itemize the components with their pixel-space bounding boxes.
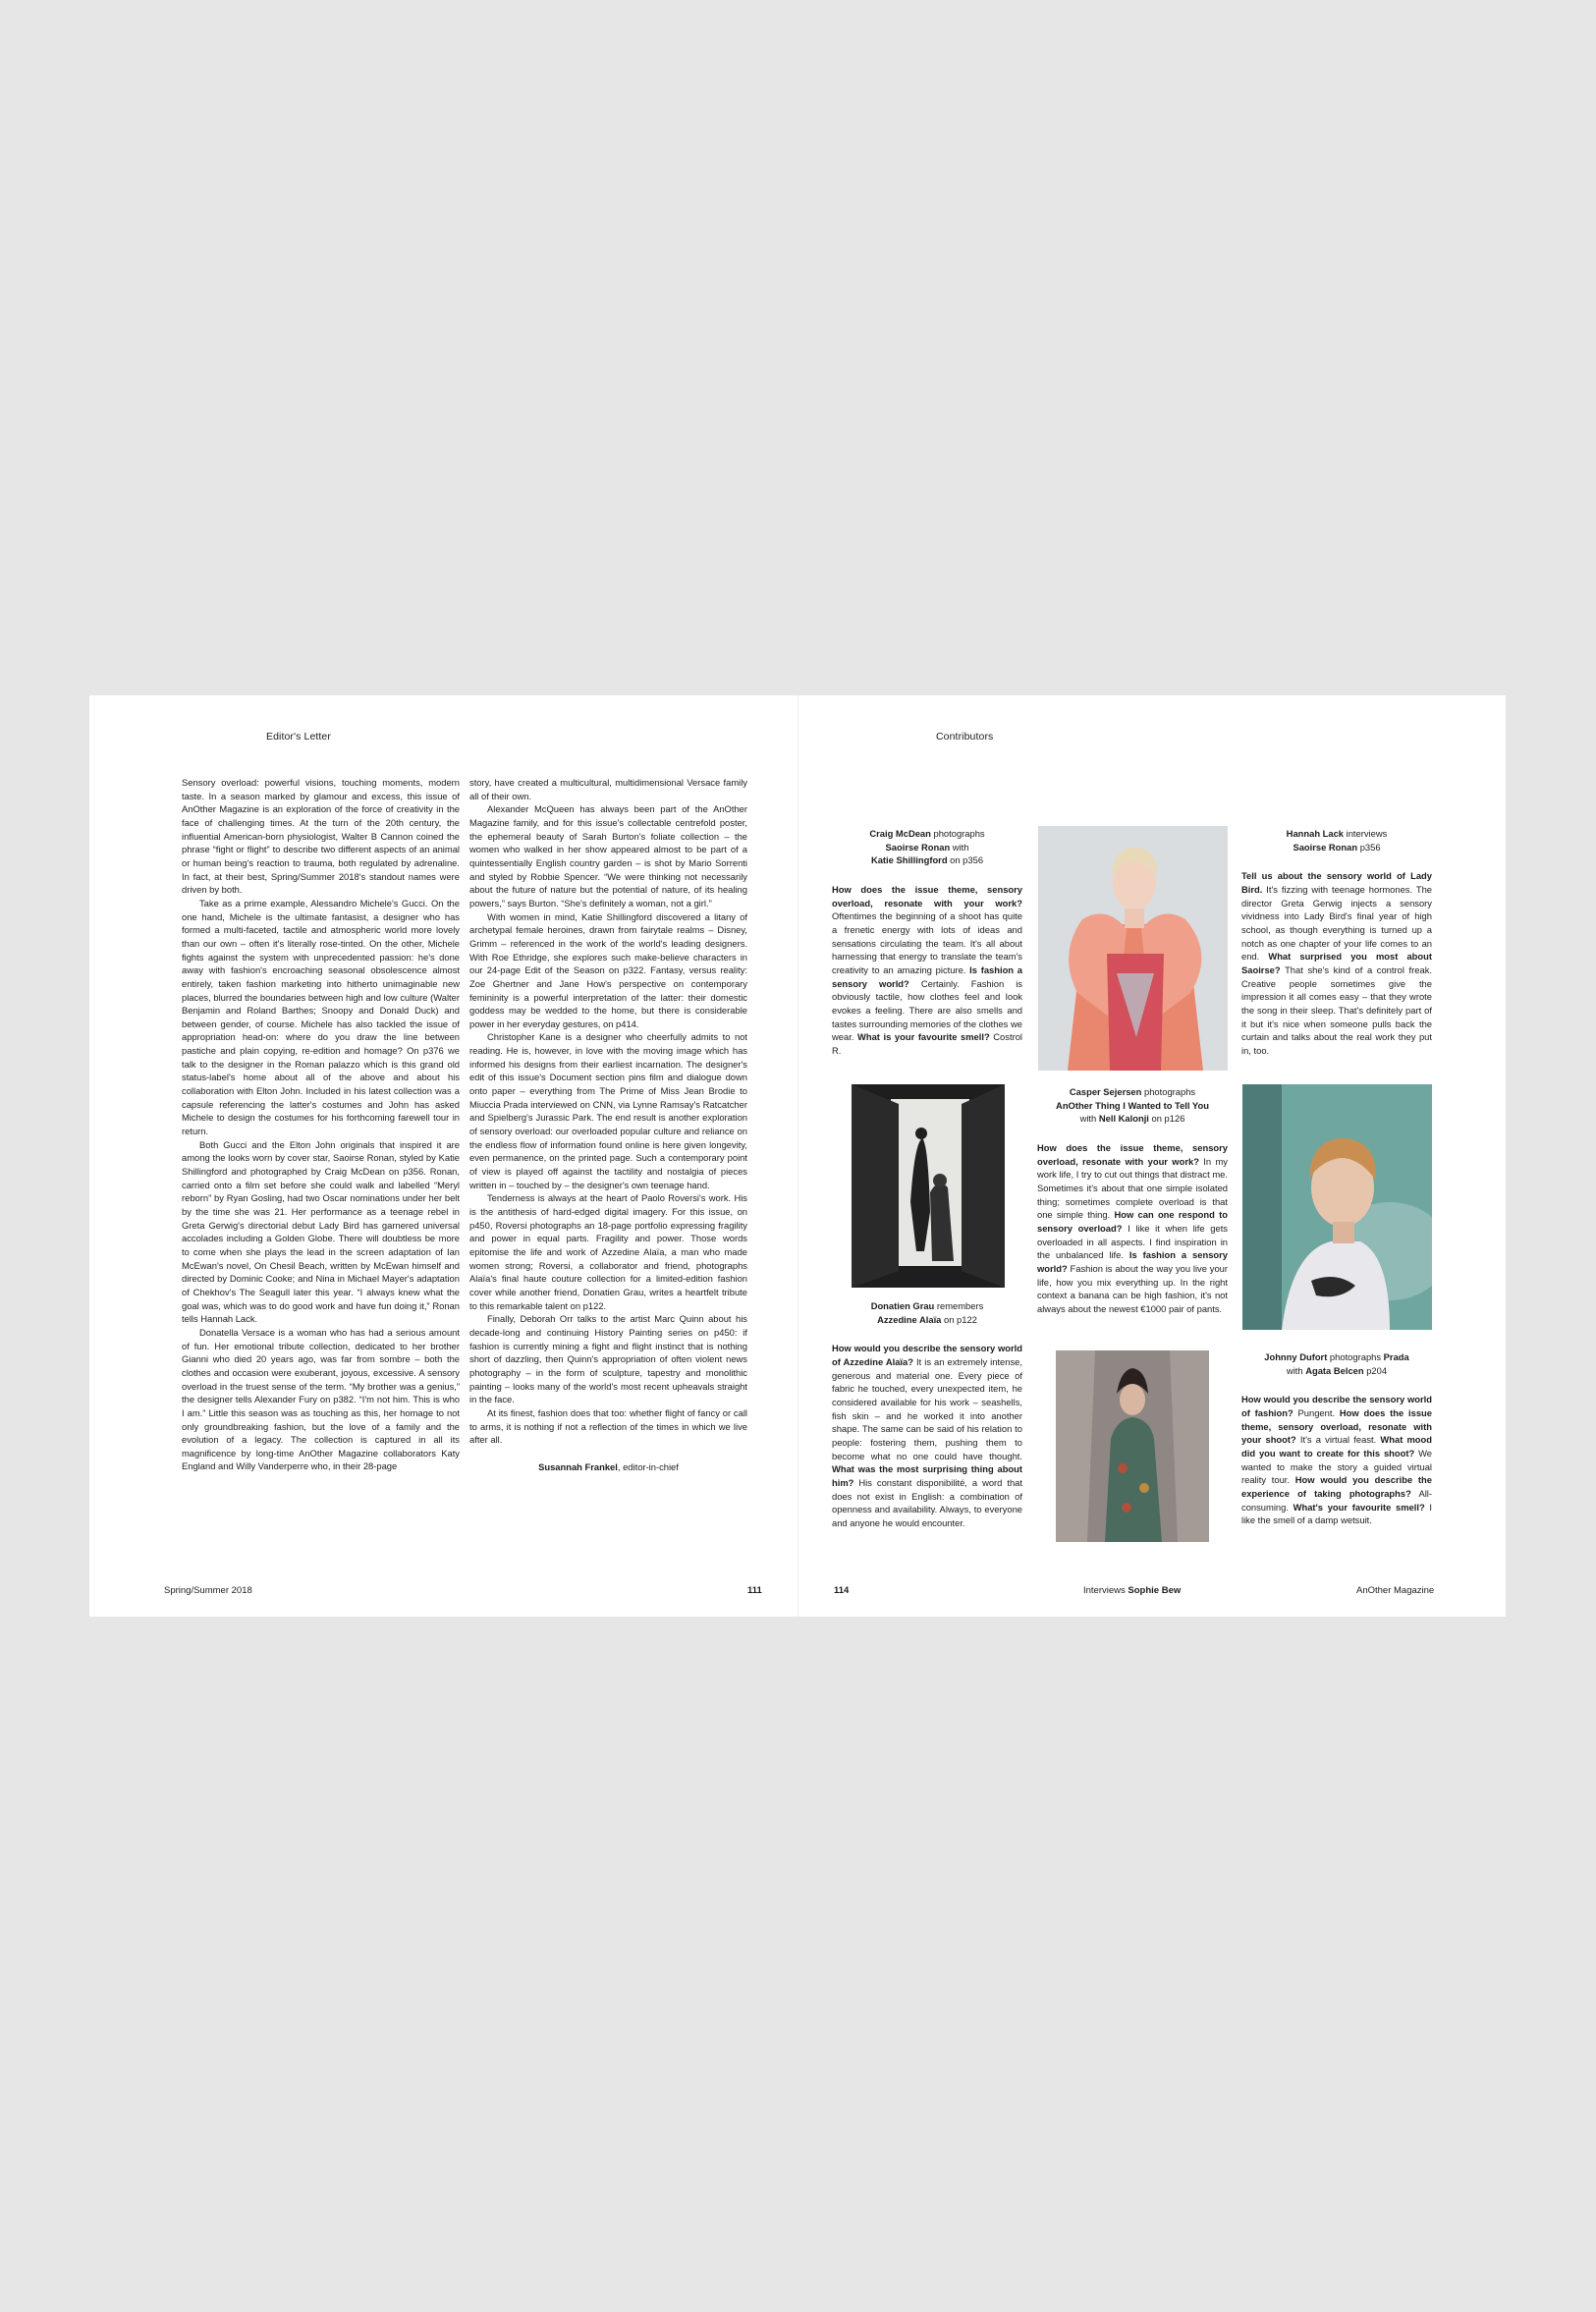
paragraph: At its finest, fashion does that too: whether flight of fancy or call to arms, it is nothing if not a reflection of the times in which we live after all. xyxy=(469,1406,747,1446)
magazine-spread xyxy=(89,695,1506,1617)
contributor-credit: Craig McDean photographs Saoirse Ronan with Katie Shillingford on p356 xyxy=(869,828,985,866)
signature-name: Susannah Frankel xyxy=(538,1460,618,1472)
right-folio-interviews: Interviews Sophie Bew xyxy=(1083,1585,1182,1596)
left-page-number: 111 xyxy=(747,1585,762,1596)
paragraph: Tenderness is always at the heart of Paolo Roversi's work. His is the antithesis of hard-edged digital imagery. For this issue, on p450, Roversi photographs an 18-page portfolio expressing fragility and power in equal parts. Fragility and power. Those words epitomise the life and work of Azzedine Alaïa, a man who made women strong; Roversi, a collaborator and friend, photographs Alaïa's final haute couture collection for a limited-edition fashion cover while another friend, Donatien Grau, writes a heartfelt tribute to this remarkable talent on p122. xyxy=(469,1192,747,1311)
signature xyxy=(469,1460,747,1474)
signature-role: , editor-in-chief xyxy=(617,1460,679,1472)
photo-floral-dress xyxy=(1056,1350,1209,1542)
paragraph: Take as a prime example, Alessandro Michele's Gucci. On the one hand, Michele is the ultimate fantasist, a designer who has formed a multi-faceted, tactile and atmospheric world more lovely than our own – often it's literally rose-tinted. On the other, Michele fights against the system with unprecedented passion: he's done away with fashion's encroaching seasonal obsolescence almost entirely, taken fashion marketing into hitherto unimaginable new places, blurred the boundaries between high and low culture (Walter Benjamin and Roland Barthes; Snoopy and Donald Duck) and between gender, of course. Michele has also tackled the issue of appropriation head-on: where do you draw the line between pastiche and plain copying, re-edition and homage? On p376 we talk to the designer in the Roman palazzo which is this grand old status-label's home about all of the above and about his collaboration with Elton John. Included in his latest collection was a capsule referencing the latter's costumes and John has asked Michele to design the costumes for his forthcoming farewell tour in return. xyxy=(182,897,460,1137)
contributor-interview: How would you describe the sensory world of fashion? Pungent. How does the issue theme, sensory overload, resonate with your shoot? It's a virtual feast. What mood did you want to create for this shoot? We wanted to make the story a guided virtual reality tour. How would you describe the experience of taking photographs? All-consuming. What's your favourite smell? I like the smell of a damp wetsuit. xyxy=(1241,1394,1433,1526)
contributor-credit: Donatien Grau remembers Azzedine Alaïa on p122 xyxy=(870,1300,984,1325)
contributor-interview: How does the issue theme, sensory overload, resonate with your work? Oftentimes the beginning of a shoot has quite a frenetic energy with lots of ideas and sensations circulating the team. It's all about harnessing that energy to translate the team's creativity to an amazing picture. Is fashion a sensory world? Certainly. Fashion is obviously tactile, how clothes feel and look evokes a feeling. There are also smells and tastes surrounding memories of the clothes we wear. What is your favourite smell? Costrol R. xyxy=(832,883,1022,1056)
paragraph: Christopher Kane is a designer who cheerfully admits to not reading. He is, however, in love with the moving image which has informed his designs from their earliest incarnation. The designer's edit of this issue's Document section pins film and dialogue down onto paper – everything from The Prime of Miss Jean Brodie to Miuccia Prada interviewed on CNN, via Lynne Ramsay's Ratcatcher and Spielberg's Jurassic Park. The end result is another exploration of sensory overload: our overloaded popular culture and reliance on the endless flow of information found online is here given longevity, even permanence, on the printed page. Such a contemporary point of view is played off against the tactility and nostalgia of pieces written in – touched by – the designer's own teenage hand. xyxy=(469,1031,747,1190)
contributor-dufort xyxy=(1241,1350,1432,1527)
contributor-grau xyxy=(832,1299,1022,1530)
contributor-interview: Tell us about the sensory world of Lady Bird. It's fizzing with teenage hormones. The director Greta Gerwig injects a sensory vividness into Lady Bird's final year of high school, as though everything is turned up a notch as one chapter of your life comes to an end. What surprised you most about Saoirse? That she's kind of a control freak. Creative people sometimes give the impression it all comes easy – that they wrote the song in their sleep. That's definitely part of it but it's nice when someone pulls back the curtain and talks about the real work they put in, too. xyxy=(1241,870,1432,1056)
paragraph: Alexander McQueen has always been part of the AnOther Magazine family, and for this issue's collectable centrefold poster, the ephemeral beauty of Sarah Burton's foliate collection – the women who walked in her show appeared almost to be part of a quintessentially English country garden – is shot by Mario Sorrenti and styled by Robbie Spencer. “We were thinking not necessarily about the future of nature but the potential of nature, of its healing powers,” says Burton. “She's definitely a woman, not a girl.” xyxy=(469,803,747,908)
editors-letter-column-1 xyxy=(182,776,460,1473)
paragraph: Donatella Versace is a woman who has had a serious amount of fun. Her emotional tribute collection, dedicated to her brother Gianni who died 20 years ago, was far from sombre – both the clothes and occasion were exuberant, joyous, excessive. A sensory overload in the truest sense of the term. “My brother was a genius,” the designer tells Alexander Fury on p382. “I'm not him. This is who I am.” Little this season was as touching as this, her homage to not only groundbreaking fashion, but the love of a family and the evolution of a legacy. The collection is captured in all its magnificence by long-time AnOther Magazine collaborators Katy England and Willy Vanderperre who, in their 28-page xyxy=(182,1326,460,1472)
contributor-credit: Casper Sejersen photographs AnOther Thing I Wanted to Tell You with Nell Kalonji on p126 xyxy=(1056,1086,1209,1125)
contributor-credit: Johnny Dufort photographs Prada with Agata Belcen p204 xyxy=(1264,1351,1409,1376)
paragraph: With women in mind, Katie Shillingford discovered a litany of archetypal female heroines, drawn from fairytale realms – Disney, Grimm – referenced in the work of the world's leading designers. With Roe Ethridge, she explores such make-believe characters in our 24-page Edit of the Season on p322. Fantasy, versus reality: Zoe Ghertner and Jane How's perspective on contemporary femininity is a powerful interpretation of the latter: their domestic goddess may be wedded to the home, but there is considerable power in her everyday gestures, on p414. xyxy=(469,910,747,1029)
paragraph: Finally, Deborah Orr talks to the artist Marc Quinn about his decade-long and continuing History Painting series on p450: if fashion is currently mining a fight and flight instinct that is nothing short of dazzling, then Quinn's appropriation of often violent news photography – in the form of sculpture, tapestry and monolithic painting – looks many of the world's most recent upheavals straight in the face. xyxy=(469,1313,747,1405)
paragraph: story, have created a multicultural, multidimensional Versace family all of their own. xyxy=(469,777,747,801)
photo-studio-figures xyxy=(852,1084,1005,1288)
left-folio-issue: Spring/Summer 2018 xyxy=(164,1585,252,1596)
paragraph: Both Gucci and the Elton John originals that inspired it are among the looks worn by cover star, Saoirse Ronan, styled by Katie Shillingford and photographed by Craig McDean on p356. Ronan, carried onto a film set before she could walk and labelled “Meryl reborn” by Ryan Gosling, had two Oscar nominations under her belt by the time she was 21. Her performance as a teenage rebel in Greta Gerwig's directorial debut Lady Bird has garnered universal accolades including a Golden Globe. There will doubtless be more to come when she plays the lead in the screen adaptation of Ian McEwan's novel, On Chesil Beach, written by McEwan himself and directed by Dominic Cooke; and Nina in Michael Mayer's adaptation of Chekhov's The Seagull later this year. “I always knew what the goal was, which was to do good work and have fun doing it,” Ronan tells Hannah Lack. xyxy=(182,1138,460,1325)
contributor-mcdean xyxy=(832,827,1022,1058)
photo-saoirse-ronan xyxy=(1038,826,1228,1071)
editors-letter-column-2 xyxy=(469,776,747,1473)
contributor-sejersen xyxy=(1037,1085,1228,1316)
contributor-interview: How would you describe the sensory world of Azzedine Alaïa? It is an extremely intense, generous and material one. Every piece of fabric he touched, every unexpected item, he considered available for his work – seashells, fish skin – and he worked it into another shape. The same can be said of his relation to people: fostering them, pushing them to become what no one could have thought. What was the most surprising thing about him? His constant disponibilité, a word that does not exist in English: a combination of openness and availability. Always, to everyone and anyone he would encounter. xyxy=(832,1343,1022,1528)
photo-portrait-teal xyxy=(1242,1084,1432,1330)
right-folio-magazine: AnOther Magazine xyxy=(1356,1585,1435,1596)
left-running-head: Editor's Letter xyxy=(266,731,331,743)
contributor-interview: How does the issue theme, sensory overload, resonate with your work? In my work life, I try to cut out things that distract me. Sometimes it's about that one simple isolated thing; sometimes complete overload is that one simple thing. How can one respond to sensory overload? I like it when life gets overloaded in all aspects. I find inspiration in the unbalanced life. Is fashion a sensory world? Fashion is about the way you live your life, how you mix everything up. In the right context a banana can be high fashion, it's not always about the newest €1000 pair of pants. xyxy=(1037,1141,1228,1314)
right-page-number: 114 xyxy=(834,1585,850,1596)
contributor-lack xyxy=(1241,827,1432,1058)
paragraph: Sensory overload: powerful visions, touching moments, modern taste. In a season marked by glamour and excess, this issue of AnOther Magazine is an exploration of the force of creativity in the face of challenging times. At the turn of the 20th century, the influential American-born physiologist, Walter B Cannon coined the phrase “fight or flight” to describe two different aspects of an animal or human being's reaction to trauma, both regulated by adrenaline. In fact, at their best, Spring/Summer 2018's standout names were driven by both. xyxy=(182,777,460,896)
contributor-credit: Hannah Lack interviews Saoirse Ronan p356 xyxy=(1286,828,1388,853)
right-running-head: Contributors xyxy=(936,731,994,743)
